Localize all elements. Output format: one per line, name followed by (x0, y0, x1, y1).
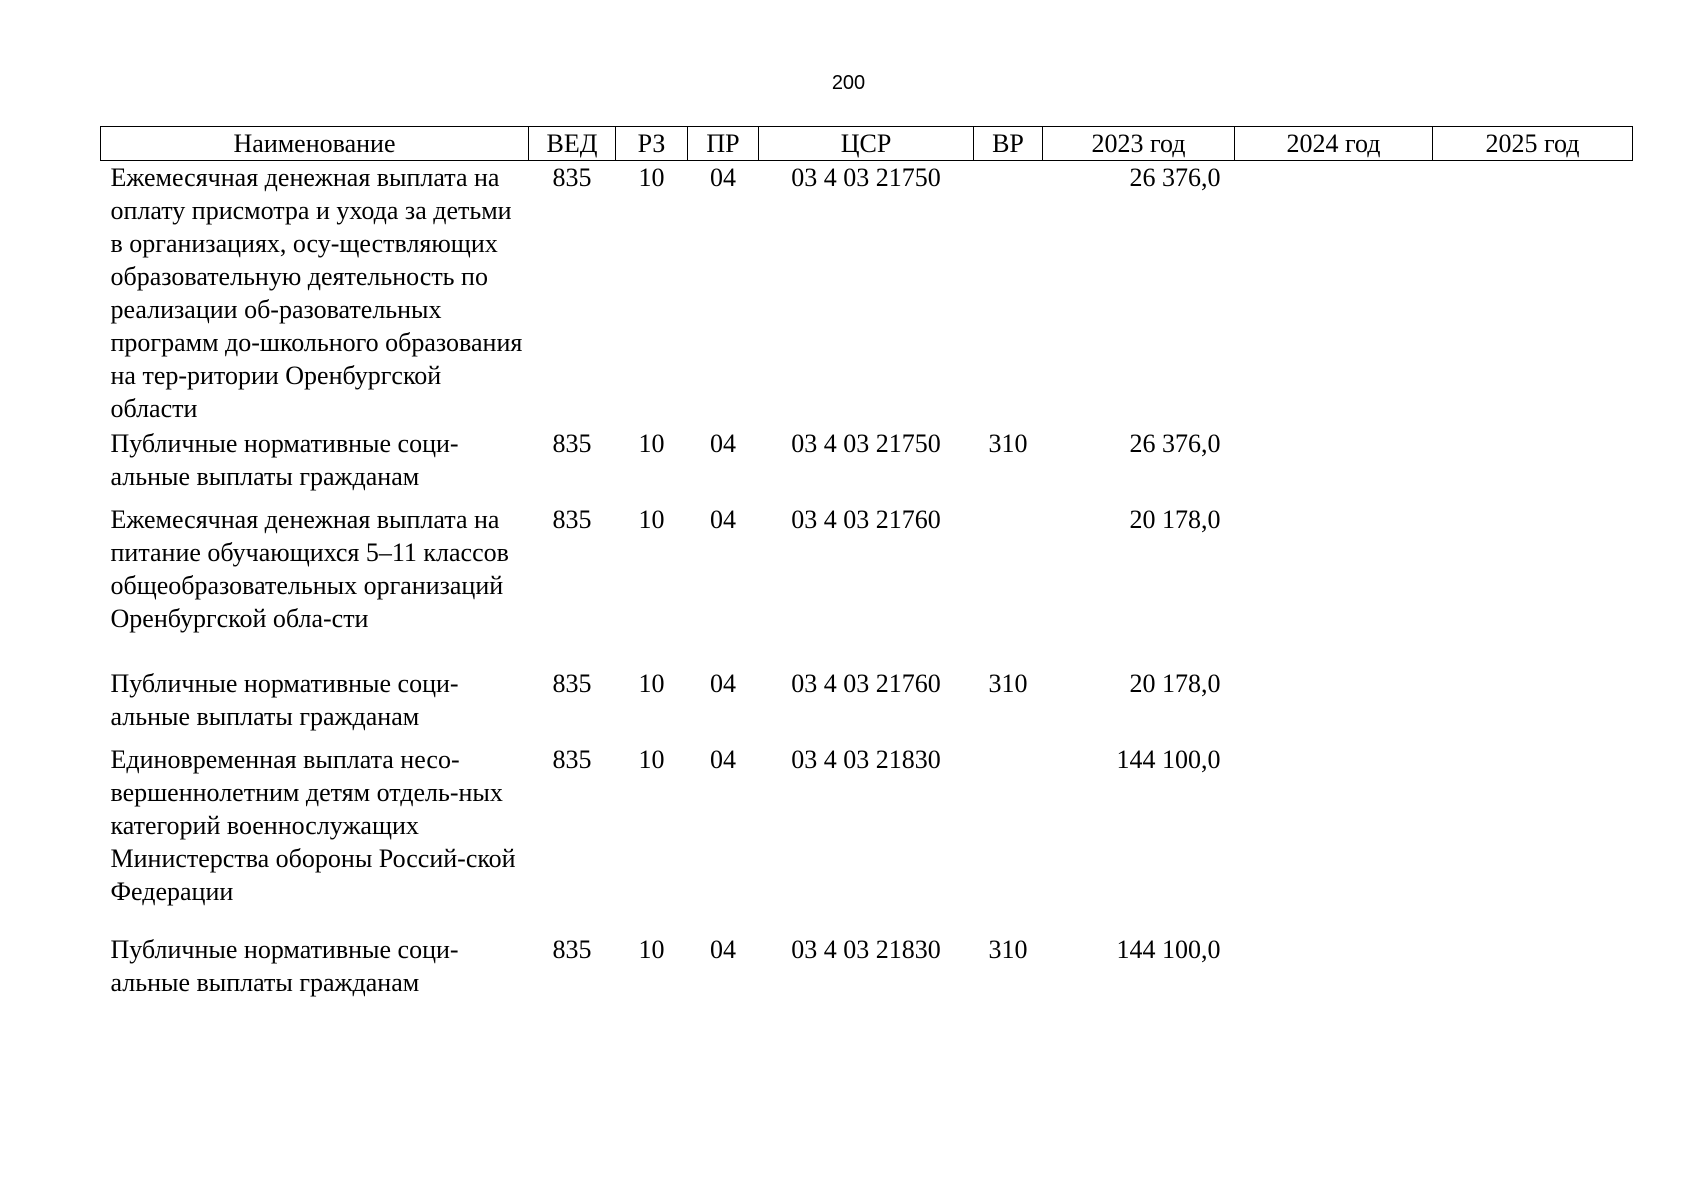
row-name: Ежемесячная денежная выплата на питание обучающихся 5–11 классов общеобразовательных организаций Оренбургской обла-сти (110, 505, 509, 633)
row-2025 (1433, 427, 1633, 503)
row-2023: 144 100,0 (1116, 745, 1221, 774)
row-pr: 04 (710, 745, 736, 774)
row-pr: 04 (710, 505, 736, 534)
header-csr: ЦСР (759, 127, 974, 161)
row-csr: 03 4 03 21830 (791, 935, 941, 964)
row-vr: 310 (988, 669, 1028, 698)
header-vr: ВР (974, 127, 1043, 161)
row-vr: 310 (988, 935, 1028, 964)
header-rz: РЗ (616, 127, 688, 161)
row-csr: 03 4 03 21750 (791, 429, 941, 458)
row-pr: 04 (710, 935, 736, 964)
row-name: Ежемесячная денежная выплата на оплату присмотра и ухода за детьми в организациях, осу-ществляющих образовательную деятельность по реализации об-разовательных программ до-школьного образования на тер-ритории Оренбургской области (110, 163, 523, 423)
row-rz: 10 (638, 505, 665, 534)
header-name: Наименование (101, 127, 529, 161)
row-vr (974, 503, 1043, 667)
table-row (101, 933, 1633, 1003)
header-ved: ВЕД (529, 127, 616, 161)
row-ved: 835 (552, 935, 592, 964)
row-csr: 03 4 03 21760 (791, 505, 941, 534)
table-header-row (101, 127, 1633, 161)
row-2023: 26 376,0 (1129, 429, 1221, 458)
row-ved: 835 (552, 429, 592, 458)
header-pr: ПР (688, 127, 759, 161)
table-row (101, 667, 1633, 743)
budget-table (100, 126, 1633, 1003)
row-2025 (1433, 933, 1633, 1003)
row-name: Публичные нормативные соци-альные выплаты гражданам (110, 935, 459, 997)
row-2025 (1433, 667, 1633, 743)
row-2024 (1235, 503, 1433, 667)
row-2024 (1235, 667, 1433, 743)
table-row (101, 427, 1633, 503)
row-rz: 10 (638, 163, 665, 192)
row-ved: 835 (552, 745, 592, 774)
row-pr: 04 (710, 669, 736, 698)
row-rz: 10 (638, 935, 665, 964)
row-2024 (1235, 743, 1433, 933)
row-pr: 04 (710, 429, 736, 458)
row-vr: 310 (988, 429, 1028, 458)
row-2023: 20 178,0 (1129, 669, 1221, 698)
row-2023: 144 100,0 (1116, 935, 1221, 964)
row-csr: 03 4 03 21750 (791, 163, 941, 192)
row-2025 (1433, 503, 1633, 667)
header-2025: 2025 год (1433, 127, 1633, 161)
row-vr (974, 161, 1043, 428)
row-2024 (1235, 161, 1433, 428)
row-2024 (1235, 933, 1433, 1003)
row-ved: 835 (552, 163, 592, 192)
row-rz: 10 (638, 745, 665, 774)
row-pr: 04 (710, 163, 736, 192)
row-ved: 835 (552, 505, 592, 534)
row-rz: 10 (638, 429, 665, 458)
table-row (101, 743, 1633, 933)
row-csr: 03 4 03 21830 (791, 745, 941, 774)
header-2023: 2023 год (1043, 127, 1235, 161)
row-name: Публичные нормативные соци-альные выплаты гражданам (110, 669, 459, 731)
table-row (101, 503, 1633, 667)
page-number: 200 (831, 72, 866, 94)
row-vr (974, 743, 1043, 933)
row-name: Единовременная выплата несо-вершеннолетним детям отдель-ных категорий военнослужащих Министерства обороны Россий-ской Федерации (110, 745, 516, 906)
row-name: Публичные нормативные соци-альные выплаты гражданам (110, 429, 459, 491)
header-2024: 2024 год (1235, 127, 1433, 161)
row-2023: 20 178,0 (1129, 505, 1221, 534)
row-2024 (1235, 427, 1433, 503)
row-2023: 26 376,0 (1129, 163, 1221, 192)
row-rz: 10 (638, 669, 665, 698)
table-row (101, 161, 1633, 428)
row-2025 (1433, 161, 1633, 428)
row-2025 (1433, 743, 1633, 933)
row-ved: 835 (552, 669, 592, 698)
row-csr: 03 4 03 21760 (791, 669, 941, 698)
